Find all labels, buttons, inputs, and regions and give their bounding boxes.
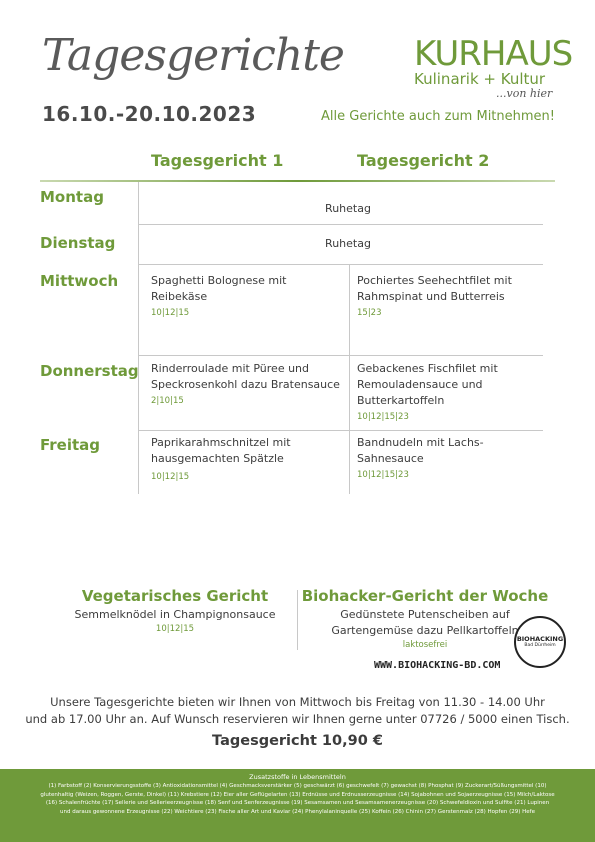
vegetarian-dish: Semmelknödel in Champignonsauce xyxy=(74,608,276,621)
logo-subtitle: Kulinarik + Kultur xyxy=(414,70,546,88)
column-header-1: Tagesgericht 1 xyxy=(151,151,284,170)
day-donnerstag: Donnerstag xyxy=(40,362,139,380)
dish-donnerstag-2: Gebackenes Fischfilet mit Remouladensauce und Butterkartoffeln 10|12|15|23 xyxy=(357,361,547,425)
row-divider xyxy=(138,224,543,225)
column-divider xyxy=(349,264,350,494)
biohacker-title: Biohacker-Gericht der Woche xyxy=(301,587,549,605)
closed-note: Ruhetag xyxy=(325,202,371,215)
logo-kurhaus: KURHAUS xyxy=(414,34,573,74)
closed-note: Ruhetag xyxy=(325,237,371,250)
allergen-codes: 10|12|15 xyxy=(151,308,190,318)
info-line-1: Unsere Tagesgerichte bieten wir Ihnen von Mittwoch bis Freitag von 11.30 - 14.00 Uhr xyxy=(50,695,545,709)
day-montag: Montag xyxy=(40,188,104,206)
allergen-codes: 10|12|15 xyxy=(155,624,195,634)
logo-tagline: ...von hier xyxy=(496,87,553,100)
date-range: 16.10.-20.10.2023 xyxy=(42,102,257,126)
day-freitag: Freitag xyxy=(40,436,101,454)
dish-donnerstag-1: Rinderroulade mit Püree und Speckrosenkohl dazu Bratensauce 2|10|15 xyxy=(151,361,341,409)
allergen-codes: 10|12|15|23 xyxy=(357,470,409,480)
dish-freitag-1: Paprikarahmschnitzel mit hausgemachten Spätzle 10|12|15 xyxy=(151,435,341,485)
page-title: Tagesgerichte xyxy=(42,30,344,81)
row-divider xyxy=(138,430,543,431)
header-divider xyxy=(40,180,555,182)
dish-mittwoch-1: Spaghetti Bolognese mit Reibekäse 10|12|15 xyxy=(151,273,341,321)
additives-list: (1) Farbstoff (2) Konservierungsstoffe (3) Antioxidationsmittel (4) Geschmacksverstärker (5) geschwärzt (6) geschwefelt (7) gewachst (8) Phosphat (9) Zuckerart/Süßungsmittel (10) glutenhaltig (Weizen, Roggen, Gerste, Dinkel) (11) Krebstiere (12) Eier aller Geflügelarten (13) Erdnüsse und Erdnusserzeugnisse (14) Sojabohnen und Sojaerzeugnisse (15) Milch/Laktose (16) Schalenfrüchte (17) Sellerie und Sellerieerzeugnisse (18) Senf und Senferzeugnisse (19) Sesamsamen und Sesamsamenerzeugnisse (20) Schwefeldioxin und Sulfite (21) Lupinen und daraus gewonnene Erzeugnisse (22) Weichtiere (23) Fische aller Art und Kaviar (24) Phenylalaninquelle (25) Koffein (26) Chinin (27) Gerstenmalz (28) Hopfen (29) Hefe xyxy=(40,783,555,816)
row-divider xyxy=(138,355,543,356)
biohacking-seal-logo: BIOHACKING Bad Dürrheim xyxy=(514,616,566,668)
allergen-codes: 15|23 xyxy=(357,308,382,318)
vegetarian-title: Vegetarisches Gericht xyxy=(81,587,269,605)
allergen-codes: 2|10|15 xyxy=(151,396,184,406)
dish-freitag-2: Bandnudeln mit Lachs-Sahnesauce 10|12|15|23 xyxy=(357,435,547,483)
special-divider xyxy=(297,590,298,650)
takeaway-note: Alle Gerichte auch zum Mitnehmen! xyxy=(321,109,555,124)
day-dienstag: Dienstag xyxy=(40,234,116,252)
column-divider xyxy=(138,182,139,494)
row-divider xyxy=(138,264,543,265)
allergen-codes: 10|12|15 xyxy=(151,472,190,482)
dish-mittwoch-2: Pochiertes Seehechtfilet mit Rahmspinat und Butterreis 15|23 xyxy=(357,273,547,321)
price: Tagesgericht 10,90 € xyxy=(212,733,383,749)
column-header-2: Tagesgericht 2 xyxy=(357,151,490,170)
biohacker-dish-line2: Gartengemüse dazu Pellkartoffeln xyxy=(331,624,519,637)
biohacker-dish-line1: Gedünstete Putenscheiben auf xyxy=(340,608,510,621)
biohacker-note: laktosefrei xyxy=(402,640,448,650)
day-mittwoch: Mittwoch xyxy=(40,272,119,290)
additives-title: Zusatzstoffe in Lebensmitteln xyxy=(249,773,346,781)
info-line-2: und ab 17.00 Uhr an. Auf Wunsch reservieren wir Ihnen gerne unter 07726 / 5000 einen Tisch. xyxy=(25,712,570,726)
biohacking-website: WWW.BIOHACKING-BD.COM xyxy=(374,660,501,671)
allergen-codes: 10|12|15|23 xyxy=(357,412,409,422)
